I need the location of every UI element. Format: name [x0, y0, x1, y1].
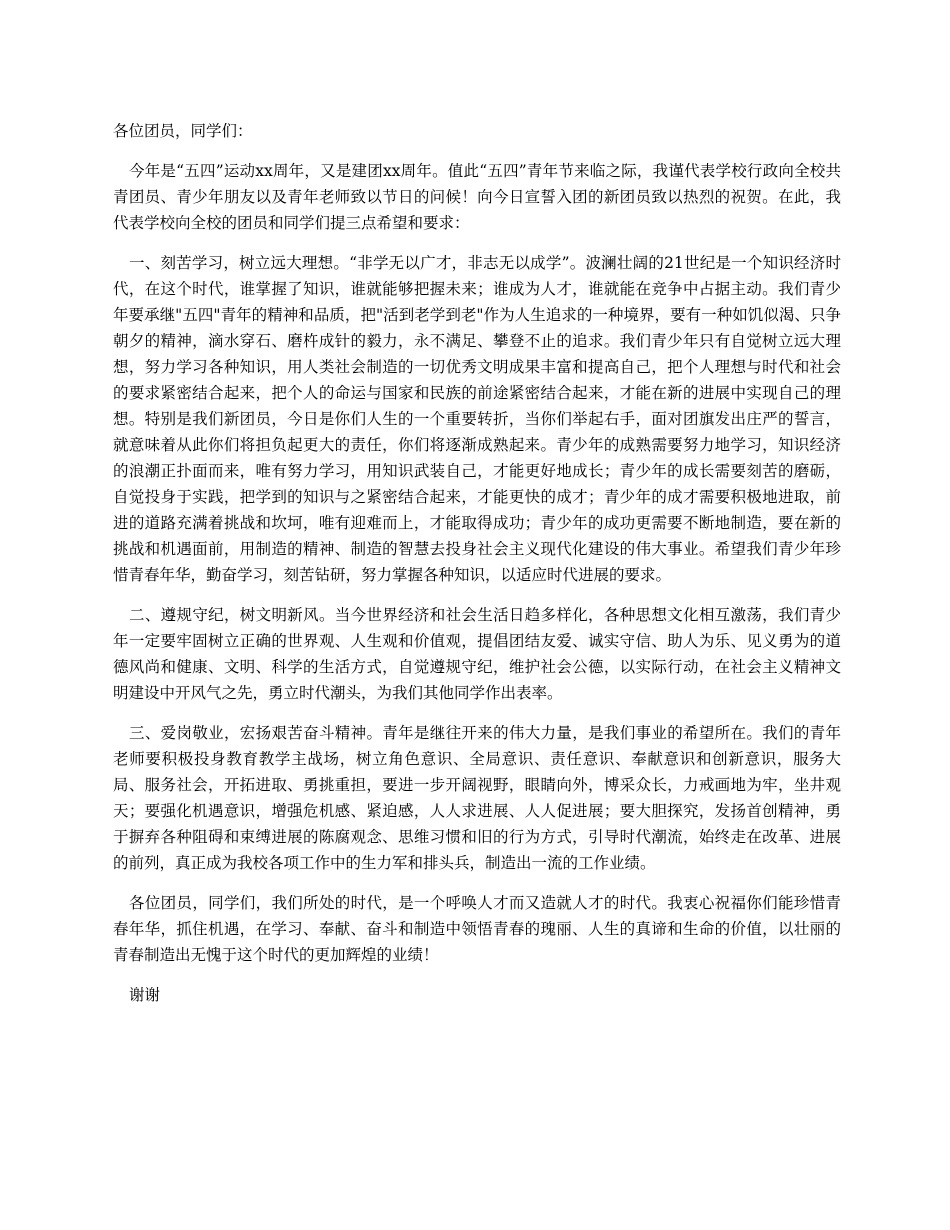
paragraph-point-two: 二、遵规守纪，树文明新风。当今世界经济和社会生活日趋多样化，各种思想文化相互激荡，我们青少年一定要牢固树立正确的世界观、人生观和价值观，提倡团结友爱、诚实守信、助人为乐、见义勇为的道德风尚和健康、文明、科学的生活方式，自觉遵规守纪，维护社会公德，以实际行动，在社会主义精神文明建设中开风气之先，勇立时代潮头，为我们其他同学作出表率。	[113, 606, 841, 702]
paragraph-intro: 今年是“五四”运动xx周年，又是建团xx周年。值此“五四”青年节来临之际，我谨代表学校行政向全校共青团员、青少年朋友以及青年老师致以节日的问候！向今日宣誓入团的新团员致以热烈的祝贺。在此，我代表学校向全校的团员和同学们提三点希望和要求：	[113, 162, 841, 232]
speech-body	[113, 118, 841, 1022]
salutation: 各位团员，同学们：	[113, 122, 253, 140]
closing-thanks: 谢谢	[129, 986, 161, 1004]
paragraph-conclusion: 各位团员，同学们，我们所处的时代，是一个呼唤人才而又造就人才的时代。我衷心祝福你们能珍惜青春年华，抓住机遇，在学习、奉献、奋斗和制造中领悟青春的瑰丽、人生的真谛和生命的价值，以壮丽的青春制造出无愧于这个时代的更加辉煌的业绩！	[113, 894, 841, 964]
paragraph-point-three: 三、爱岗敬业，宏扬艰苦奋斗精神。青年是继往开来的伟大力量，是我们事业的希望所在。我们的青年老师要积极投身教育教学主战场，树立角色意识、全局意识、责任意识、奉献意识和创新意识，服务大局、服务社会，开拓进取、勇挑重担，要进一步开阔视野，眼睛向外，博采众长，力戒画地为牢，坐井观天；要强化机遇意识，增强危机感、紧迫感，人人求进展、人人促进展；要大胆探究，发扬首创精神，勇于摒弃各种阻碍和束缚进展的陈腐观念、思维习惯和旧的行为方式，引导时代潮流，始终走在改革、进展的前列，真正成为我校各项工作中的生力军和排头兵，制造出一流的工作业绩。	[113, 724, 841, 872]
paragraph-point-one: 一、刻苦学习，树立远大理想。“非学无以广才，非志无以成学”。波澜壮阔的21世纪是一个知识经济时代，在这个时代，谁掌握了知识，谁就能够把握未来；谁成为人才，谁就能在竞争中占据主动。我们青少年要承继"五四"青年的精神和品质，把"活到老学到老"作为人生追求的一种境界，要有一种如饥似渴、只争朝夕的精神，滴水穿石、磨杵成针的毅力，永不满足、攀登不止的追求。我们青少年只有自觉树立远大理想，努力学习各种知识，用人类社会制造的一切优秀文明成果丰富和提高自己，把个人理想与时代和社会的要求紧密结合起来，把个人的命运与国家和民族的前途紧密结合起来，才能在新的进展中实现自己的理想。特别是我们新团员，今日是你们人生的一个重要转折，当你们举起右手，面对团旗发出庄严的誓言，就意味着从此你们将担负起更大的责任，你们将逐渐成熟起来。青少年的成熟需要努力地学习，知识经济的浪潮正扑面而来，唯有努力学习，用知识武装自己，才能更好地成长；青少年的成长需要刻苦的磨砺，自觉投身于实践，把学到的知识与之紧密结合起来，才能更快的成才；青少年的成才需要积极地进取，前进的道路充满着挑战和坎坷，唯有迎难而上，才能取得成功；青少年的成功更需要不断地制造，要在新的挑战和机遇面前，用制造的精神、制造的智慧去投身社会主义现代化建设的伟大事业。希望我们青少年珍惜青春年华，勤奋学习，刻苦钻研，努力掌握各种知识，以适应时代进展的要求。	[113, 254, 841, 584]
